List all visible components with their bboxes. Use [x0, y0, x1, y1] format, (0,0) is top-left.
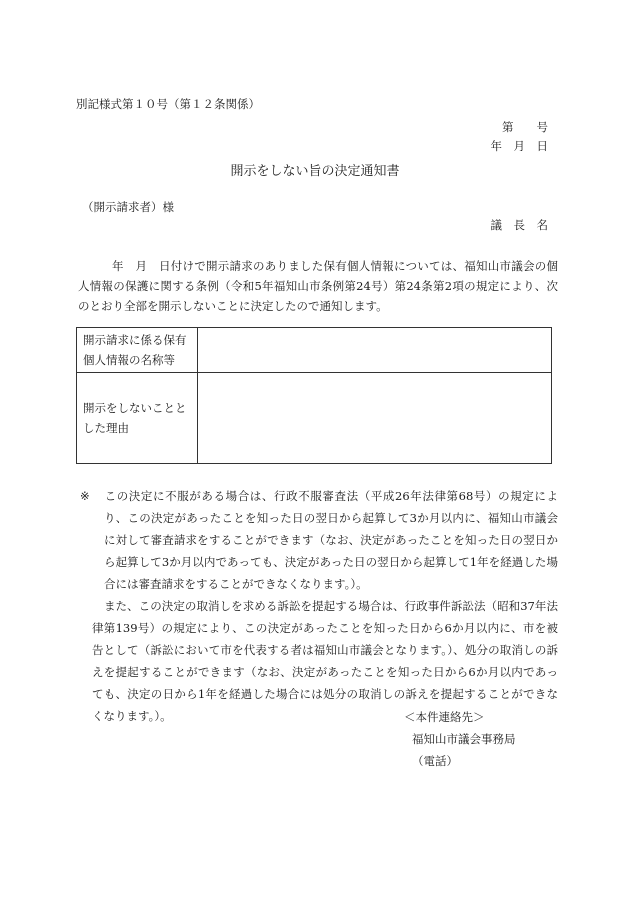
contact-block — [404, 706, 516, 772]
body-paragraph: 年 月 日付けで開示請求のありました保有個人情報については、福知山市議会の個人情報の保護に関する条例（令和5年福知山市条例第24号）第24条第2項の規定により、次のとおり全部を開示しないことに決定したので通知します。 — [78, 259, 558, 313]
table-row — [77, 373, 552, 464]
table-value-cell — [198, 328, 552, 373]
info-table — [76, 327, 552, 464]
table-row — [77, 328, 552, 373]
notes-section — [80, 485, 558, 727]
document-title: 開示をしない旨の決定通知書 — [230, 164, 400, 179]
note-second-paragraph: また、この決定の取消しを求める訴訟を提起する場合は、行政事件訴訟法（昭和37年法律第139号）の規定により、この決定があったことを知った日から6か月以内に、市を被告として（訴訟において市を代表する者は福知山市議会となります。）、処分の取消しの訴えを提起することができます（なお、決定があったことを知った日から6か月以内であっても、決定の日から1年を経過した場合には処分の取消しの訴えを提起することができなくなります。）。 — [92, 599, 558, 723]
note-mark: ※ — [80, 489, 90, 503]
addressee: （開示請求者）様 — [82, 200, 174, 214]
contact-phone: （電話） — [412, 754, 458, 768]
table-value-cell — [198, 373, 552, 464]
date-line: 年 月 日 — [490, 139, 548, 153]
document-number-line: 第 号 — [502, 120, 548, 134]
sender-name: 議 長 名 — [490, 218, 548, 232]
note-first-paragraph — [80, 485, 558, 595]
form-number: 別記様式第１０号（第１２条関係） — [76, 97, 260, 111]
table-label-cell: 開示請求に係る保有個人情報の名称等 — [77, 328, 198, 373]
table-label-cell: 開示をしないこととした理由 — [77, 373, 198, 464]
note-first-text: この決定に不服がある場合は、行政不服審査法（平成26年法律第68号）の規定により、この決定があったことを知った日の翌日から起算して3か月以内に、福知山市議会に対して審査請求をすることができます（なお、決定があったことを知った日の翌日から起算して3か月以内であっても、決定があった日の翌日から起算して1年を経過した場合には審査請求をすることができなくなります。）。 — [104, 489, 558, 591]
contact-heading: ＜本件連絡先＞ — [404, 710, 485, 724]
contact-office: 福知山市議会事務局 — [412, 732, 516, 746]
